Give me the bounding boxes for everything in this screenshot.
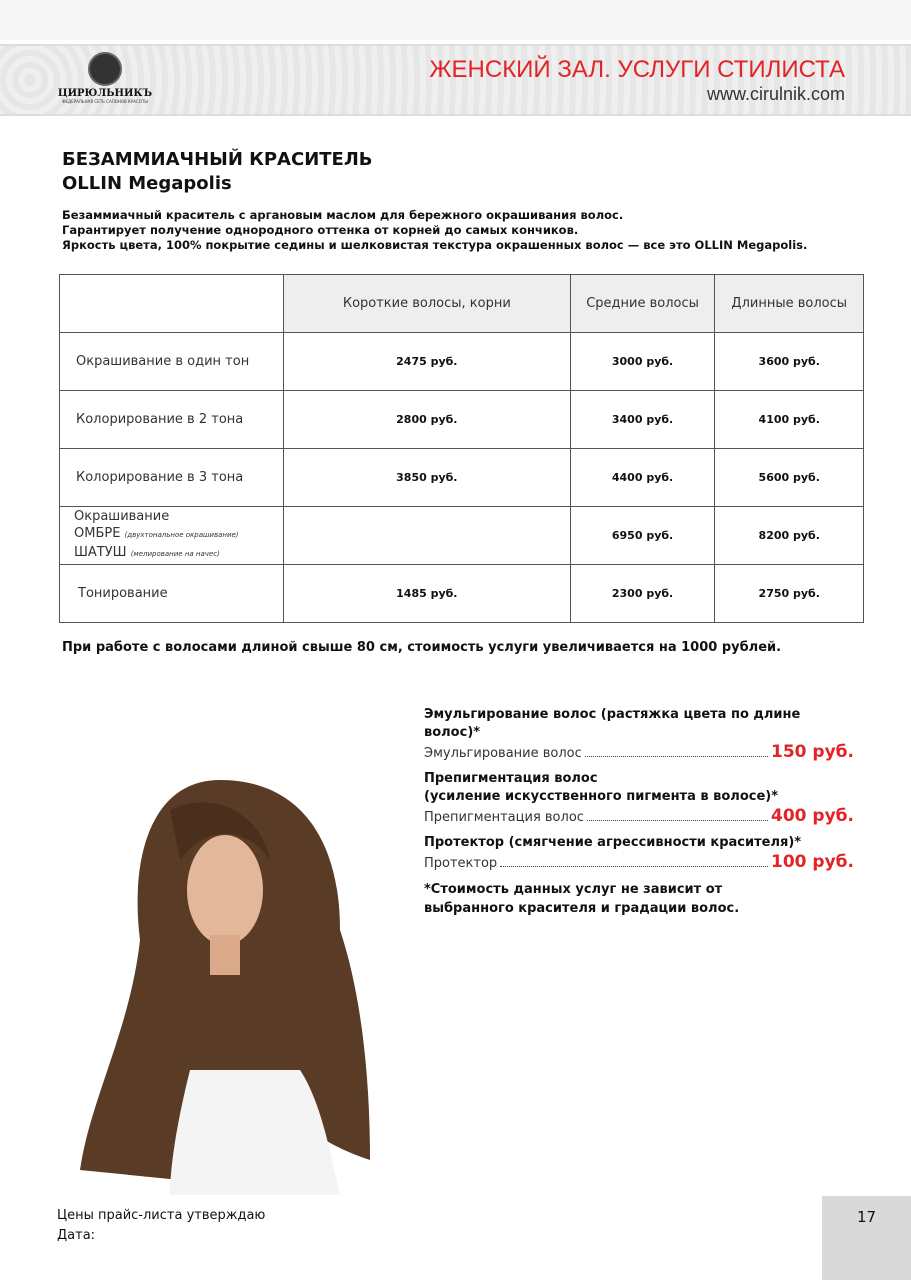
header-banner xyxy=(0,44,911,116)
service-heading: (усиление искусственного пигмента в волосе)* xyxy=(424,789,779,804)
price-cell: 2800 руб. xyxy=(284,391,571,449)
row-label: Колорирование в 2 тона xyxy=(60,391,284,449)
service-price: 150 руб. xyxy=(771,742,854,762)
intro-line: Яркость цвета, 100% покрытие седины и шелковистая текстура окрашенных волос — все это OLLIN Megapolis. xyxy=(62,238,808,252)
price-cell: 5600 руб. xyxy=(715,449,864,507)
price-cell: 8200 руб. xyxy=(715,507,864,565)
row-label-note: (мелирование на начес) xyxy=(130,550,220,558)
intro-text xyxy=(62,208,807,253)
footnote-line: выбранного красителя и градации волос. xyxy=(424,901,740,916)
title-line: OLLIN Megapolis xyxy=(62,173,232,194)
extras-footnote xyxy=(424,880,854,918)
service-row xyxy=(424,852,854,872)
leader-dots xyxy=(587,810,768,821)
length-surcharge-note: При работе с волосами длиной свыше 80 см, стоимость услуги увеличивается на 1000 рублей. xyxy=(62,640,782,655)
title-line: БЕЗАММИАЧНЫЙ КРАСИТЕЛЬ xyxy=(62,149,373,170)
service-row xyxy=(424,742,854,762)
intro-line: Безаммиачный краситель с аргановым маслом для бережного окрашивания волос. xyxy=(62,208,624,222)
service-name: Препигментация волос xyxy=(424,810,584,825)
header-cell: Короткие волосы, корни xyxy=(284,275,571,333)
approval-text: Цены прайс-листа утверждаю xyxy=(57,1208,266,1223)
service-name: Протектор xyxy=(424,856,498,871)
extra-services xyxy=(424,706,854,918)
header-cell: Длинные волосы xyxy=(715,275,864,333)
table-row xyxy=(60,391,864,449)
table-row xyxy=(60,565,864,623)
intro-line: Гарантирует получение однородного оттенка от корней до самых кончиков. xyxy=(62,223,579,237)
price-cell: 2750 руб. xyxy=(715,565,864,623)
price-cell xyxy=(284,507,571,565)
footnote-line: *Стоимость данных услуг не зависит от xyxy=(424,882,723,897)
service-price: 100 руб. xyxy=(771,852,854,872)
header-cell xyxy=(60,275,284,333)
row-label-line: Окрашивание xyxy=(74,509,170,524)
approval-block xyxy=(57,1206,265,1246)
header-cell: Средние волосы xyxy=(570,275,715,333)
table-header-row xyxy=(60,275,864,333)
page-title xyxy=(62,148,373,196)
service-heading: Протектор (смягчение агрессивности красителя)* xyxy=(424,835,802,850)
row-label-line: ОМБРЕ xyxy=(74,526,121,541)
model-photo xyxy=(70,770,390,1200)
leader-dots xyxy=(585,746,768,757)
price-cell: 3600 руб. xyxy=(715,333,864,391)
leader-dots xyxy=(500,856,768,867)
row-label-note: (двухтональное окрашивание) xyxy=(124,531,239,539)
service-name: Эмульгирование волос xyxy=(424,746,582,761)
price-cell: 1485 руб. xyxy=(284,565,571,623)
service-heading: Препигментация волос xyxy=(424,771,598,786)
page-number: 17 xyxy=(822,1196,911,1280)
price-cell: 2475 руб. xyxy=(284,333,571,391)
section-title: ЖЕНСКИЙ ЗАЛ. УСЛУГИ СТИЛИСТА xyxy=(429,56,845,83)
row-label: Тонирование xyxy=(60,565,284,623)
logo xyxy=(55,52,155,104)
row-label-line: ШАТУШ xyxy=(74,545,127,560)
row-label: Окрашивание в один тон xyxy=(60,333,284,391)
price-cell: 3400 руб. xyxy=(570,391,715,449)
price-cell: 3000 руб. xyxy=(570,333,715,391)
row-label xyxy=(60,507,284,565)
date-label: Дата: xyxy=(57,1228,96,1243)
price-cell: 4100 руб. xyxy=(715,391,864,449)
service-row xyxy=(424,806,854,826)
table-row xyxy=(60,333,864,391)
price-table xyxy=(59,274,864,623)
price-cell: 4400 руб. xyxy=(570,449,715,507)
top-strip xyxy=(0,0,911,40)
website-link[interactable]: www.cirulnik.com xyxy=(706,84,845,104)
price-cell: 3850 руб. xyxy=(284,449,571,507)
logo-name: ЦИРЮЛЬНИКЪ xyxy=(57,88,153,99)
price-cell: 6950 руб. xyxy=(570,507,715,565)
service-heading: Эмульгирование волос (растяжка цвета по длине волос)* xyxy=(424,707,801,740)
table-row xyxy=(60,449,864,507)
table-row xyxy=(60,507,864,565)
row-label: Колорирование в 3 тона xyxy=(60,449,284,507)
price-cell: 2300 руб. xyxy=(570,565,715,623)
logo-subtitle: ФЕДЕРАЛЬНАЯ СЕТЬ САЛОНОВ КРАСОТЫ xyxy=(62,99,148,104)
logo-emblem-icon xyxy=(88,52,122,86)
service-price: 400 руб. xyxy=(771,806,854,826)
